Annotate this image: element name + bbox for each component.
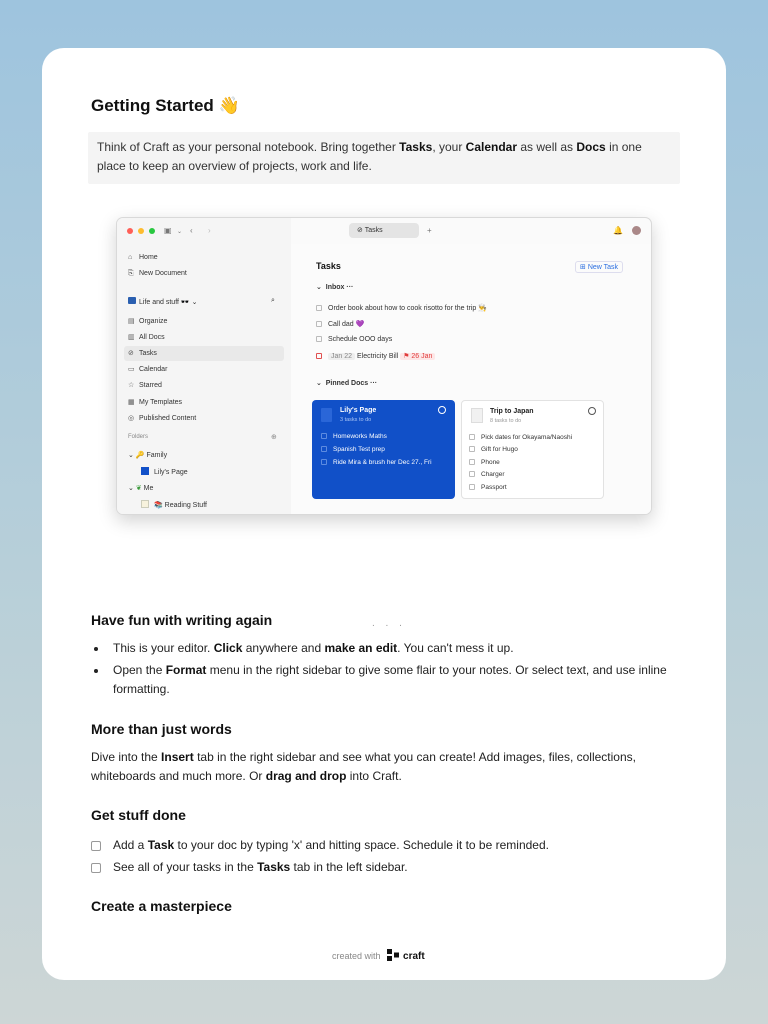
mock-sidebar-item [128, 365, 167, 377]
label: Charger [481, 471, 505, 478]
intro-text: in one place to keep an overview of projects, work and life. [97, 140, 642, 173]
card-task [321, 459, 432, 466]
due-date: 26 Jan [411, 353, 433, 360]
text: Add a [113, 838, 148, 852]
task-item[interactable] [113, 860, 408, 874]
card-task [469, 434, 599, 441]
mock-sidebar-item [128, 414, 196, 426]
pin-icon [588, 407, 596, 415]
folder-icon: 🔑 [135, 452, 145, 459]
card-title: Trip to Japan [490, 408, 534, 415]
mock-heading: Tasks [316, 261, 341, 271]
text: See all of your tasks in the [113, 860, 258, 874]
plus-icon: + [427, 226, 432, 235]
checkbox [469, 459, 475, 465]
mock-task [316, 320, 364, 328]
intro-text: , your [432, 140, 466, 154]
label: Family [146, 452, 168, 459]
text: Open the [113, 663, 166, 677]
home-icon: ⌂ [128, 254, 133, 261]
pinned-card-lily [312, 400, 455, 499]
text: menu in the right sidebar to give some flair to your notes. Or select text, and use inline formatting. [113, 663, 667, 696]
search-icon: ⌕ [271, 297, 275, 304]
minimize-dot [138, 228, 144, 234]
pin-icon [438, 406, 446, 414]
label: Gift for Hugo [481, 446, 518, 453]
label: Pinned Docs [325, 380, 369, 387]
label: Life and stuff 🕶️ [139, 299, 190, 306]
mock-space: Life and stuff 🕶️ ⌄ [128, 297, 197, 309]
checkbox [316, 336, 322, 342]
bold-text: Tasks [257, 860, 291, 874]
label: Inbox [325, 284, 345, 291]
mock-task [316, 304, 487, 312]
mock-sidebar-home [128, 254, 158, 266]
checkbox [321, 446, 327, 452]
mock-sidebar-item [128, 317, 167, 329]
label: Ride Mira & brush her Dec 27., Fri [333, 459, 432, 466]
label: Lily's Page [154, 469, 188, 476]
mock-tab [349, 223, 419, 238]
label: 📚 Reading Stuff [154, 502, 207, 509]
check-circle-icon: ⊘ [357, 227, 363, 234]
mock-folder-me: ⌄ ❦ Me [128, 485, 154, 492]
text: This is your editor. [113, 641, 214, 655]
bullet-dot [94, 647, 98, 651]
intro-block[interactable] [88, 132, 680, 184]
calendar-icon: ▭ [128, 366, 135, 373]
label: Published Content [139, 415, 197, 422]
bullet-item[interactable] [113, 639, 683, 658]
add-folder-icon: ⊕ [271, 434, 277, 441]
mock-sidebar-item [128, 333, 165, 345]
text: anywhere and [242, 641, 325, 655]
mock-titlebar [117, 218, 651, 244]
checkbox [316, 321, 322, 327]
mock-task [316, 336, 392, 343]
bullet-item[interactable] [113, 661, 683, 699]
mock-sidebar-item [128, 398, 182, 410]
checkbox [469, 484, 475, 490]
label: Passport [481, 484, 507, 491]
new-doc-icon: ⎘ [128, 270, 134, 277]
mock-pinned: ⌄ Pinned Docs ··· [316, 380, 378, 387]
bold-text: drag and drop [265, 769, 347, 783]
footer-brand: craft [403, 951, 425, 962]
star-icon: ☆ [128, 382, 135, 389]
checkbox [469, 446, 475, 452]
doc-icon [141, 467, 149, 475]
label: All Docs [139, 334, 165, 341]
card-task [469, 459, 500, 466]
footer-text: created with [332, 951, 381, 961]
label: Call dad 💜 [328, 321, 365, 328]
mock-folder-family: ⌄ 🔑 Family [128, 452, 168, 459]
organize-icon: ▤ [128, 318, 135, 325]
chevron-down-icon: ⌄ [177, 229, 183, 235]
checkbox [469, 471, 475, 477]
mock-task-bill [316, 352, 435, 360]
label: Me [143, 485, 154, 492]
folders-label: Folders [128, 434, 149, 440]
task-checkbox[interactable] [91, 841, 101, 851]
mock-tab-label: Tasks [364, 227, 383, 234]
text: to your doc by typing 'x' and hitting space. Schedule it to be reminded. [174, 838, 549, 852]
bell-icon: 🔔 [613, 226, 623, 235]
label: New Task [587, 264, 619, 271]
pinned-card-japan [461, 400, 604, 499]
label: Electricity Bill [356, 353, 399, 360]
text: . You can't mess it up. [397, 641, 514, 655]
page-title: Getting Started 👋 [91, 96, 240, 115]
checkbox [316, 353, 322, 359]
craft-logo-icon [387, 949, 400, 961]
label: Home [139, 254, 158, 261]
label: Homeworks Maths [333, 433, 387, 440]
mock-new-task-button [575, 261, 623, 273]
card-task [321, 433, 387, 440]
paragraph[interactable] [91, 748, 681, 786]
mock-sidebar-item [128, 349, 157, 361]
checkbox [321, 433, 327, 439]
card-task [469, 446, 518, 453]
avatar [632, 226, 641, 235]
label: Phone [481, 459, 500, 466]
card-subtitle: 8 tasks to do [490, 418, 522, 424]
text: tab in the right sidebar and see what you can create! Add images, files, collections, whiteboards and much more. Or [91, 750, 636, 783]
bold-text: make an edit [324, 641, 398, 655]
label: Starred [139, 382, 162, 389]
card-task [469, 484, 507, 491]
bold-text: Click [213, 641, 243, 655]
text: Dive into the [91, 750, 162, 764]
mock-inbox: ⌄ Inbox ··· [316, 284, 354, 291]
label: Pick dates for Okayama/Naoshi [481, 434, 573, 441]
text: tab in the left sidebar. [290, 860, 408, 874]
checkbox [316, 305, 322, 311]
label: Organize [139, 318, 168, 325]
bold-text: Format [165, 663, 207, 677]
label: My Templates [139, 399, 183, 406]
card-subtitle: 3 tasks to do [340, 417, 372, 423]
date-badge: Jan 22 [328, 353, 355, 360]
bold-text: Task [147, 838, 175, 852]
intro-bold-docs: Docs [576, 140, 606, 154]
task-item[interactable] [113, 838, 549, 852]
back-icon: ‹ [190, 226, 193, 235]
section-heading[interactable]: Have fun with writing again [91, 612, 273, 628]
doc-icon [321, 408, 332, 422]
label: Spanish Test prep [333, 446, 385, 453]
task-checkbox[interactable] [91, 863, 101, 873]
intro-bold-tasks: Tasks [399, 140, 433, 154]
label: Schedule OOO days [328, 336, 393, 343]
label: New Document [139, 270, 187, 277]
sidebar-toggle-icon: ▣ [164, 226, 172, 235]
text: into Craft. [346, 769, 402, 783]
mock-sidebar-item [128, 381, 162, 393]
document-card [42, 48, 726, 980]
card-task [321, 446, 385, 453]
section-heading[interactable]: More than just words [91, 721, 232, 737]
bold-text: Insert [161, 750, 194, 764]
space-icon [128, 297, 136, 304]
section-heading[interactable]: Create a masterpiece [91, 898, 232, 914]
bullet-dot [94, 669, 98, 673]
card-task [469, 471, 504, 478]
separator-dots: . . . [372, 618, 406, 629]
doc-icon [471, 408, 483, 423]
intro-text: as well as [517, 140, 577, 154]
label: Calendar [139, 366, 168, 373]
card-title: Lily's Page [340, 407, 377, 414]
leaf-icon: ❦ [135, 485, 142, 492]
mock-sidebar-new-doc [128, 270, 187, 282]
label: Order book about how to cook risotto for the trip 👨‍🍳 [328, 305, 487, 312]
checkbox [321, 459, 327, 465]
globe-icon: ◎ [128, 415, 135, 422]
docs-icon: ▥ [128, 334, 135, 341]
forward-icon: › [208, 226, 211, 235]
zoom-dot [149, 228, 155, 234]
tasks-icon: ⊘ [128, 350, 134, 357]
app-screenshot [116, 217, 652, 515]
doc-icon [141, 500, 149, 508]
checkbox [469, 434, 475, 440]
created-with-craft[interactable] [332, 949, 425, 962]
close-dot [127, 228, 133, 234]
intro-bold-calendar: Calendar [465, 140, 518, 154]
due-badge: ⚑ 26 Jan [400, 353, 435, 360]
intro-text: Think of Craft as your personal notebook. Bring together [97, 140, 400, 154]
label: Tasks [139, 350, 157, 357]
plus-icon: ⊞ [580, 264, 586, 271]
template-icon: ▦ [128, 399, 135, 406]
section-heading[interactable]: Get stuff done [91, 807, 186, 823]
mock-doc-lily [141, 467, 188, 479]
mock-doc-reading [141, 500, 207, 512]
